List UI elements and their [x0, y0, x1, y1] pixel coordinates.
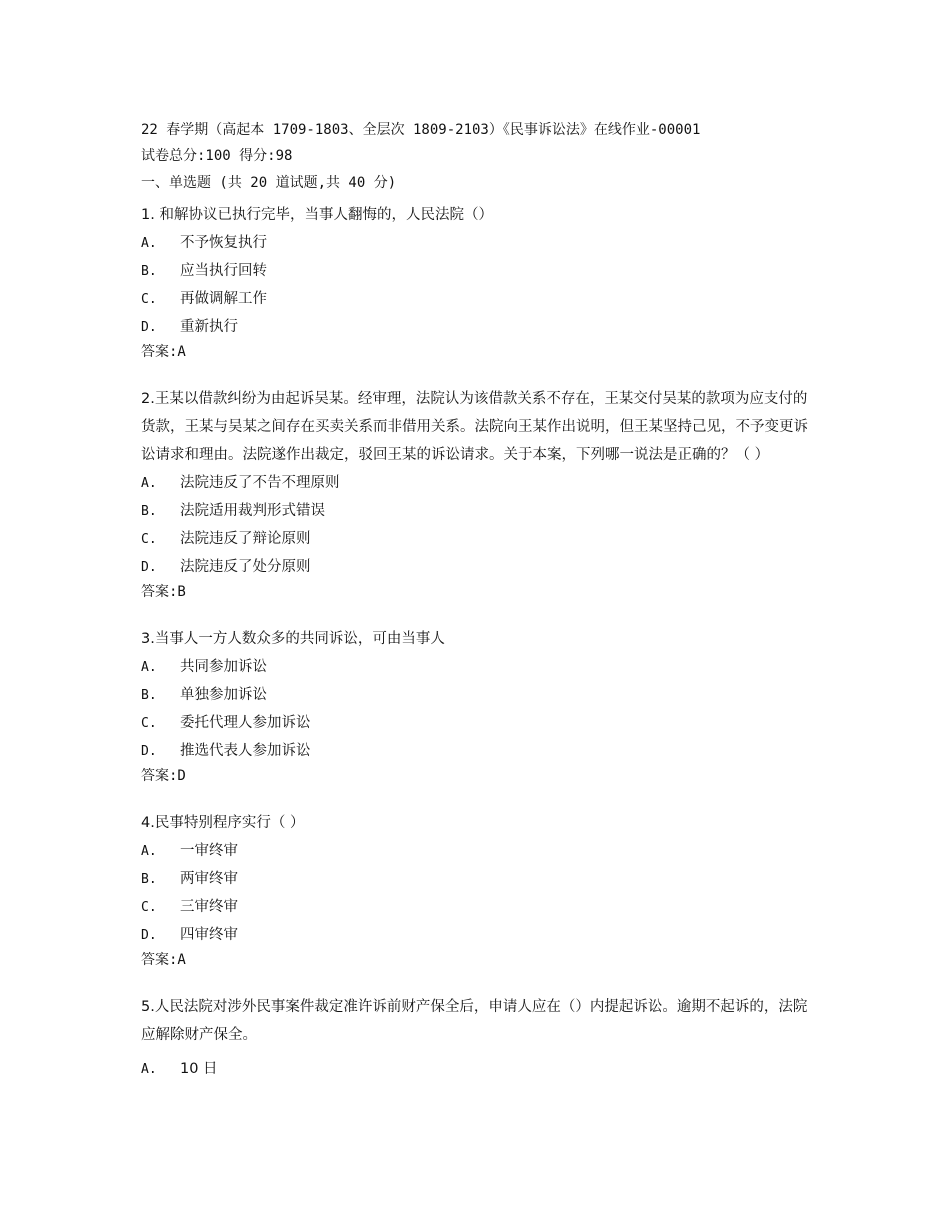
- option-letter: C.: [141, 716, 157, 731]
- question-1: [141, 201, 821, 363]
- option-letter: B.: [141, 872, 157, 887]
- option-b: [141, 865, 821, 893]
- answer-line: 答案:D: [141, 768, 186, 784]
- option-a: [141, 653, 821, 681]
- option-letter: A.: [141, 1062, 157, 1077]
- option-b: [141, 681, 821, 709]
- option-text: 共同参加诉讼: [180, 659, 267, 675]
- option-letter: B.: [141, 504, 157, 519]
- option-text: 法院违反了不告不理原则: [180, 475, 340, 491]
- option-d: [141, 553, 821, 581]
- option-letter: D.: [141, 744, 157, 759]
- option-text: 推选代表人参加诉讼: [180, 743, 311, 759]
- option-text: 不予恢复执行: [180, 235, 267, 251]
- option-a: [141, 469, 821, 497]
- option-text: 单独参加诉讼: [180, 687, 267, 703]
- option-text: 四审终审: [180, 927, 238, 943]
- option-c: [141, 525, 821, 553]
- option-letter: D.: [141, 928, 157, 943]
- option-a: [141, 837, 821, 865]
- option-letter: B.: [141, 688, 157, 703]
- section-title: 一、单选题 (共 20 道试题,共 40 分): [141, 175, 397, 191]
- option-letter: C.: [141, 292, 157, 307]
- option-c: [141, 893, 821, 921]
- option-c: [141, 285, 821, 313]
- option-a: [141, 1055, 821, 1083]
- option-text: 三审终审: [180, 899, 238, 915]
- question-stem: 1. 和解协议已执行完毕，当事人翻悔的，人民法院（）: [141, 207, 493, 223]
- option-d: [141, 921, 821, 949]
- question-stem: 2.王某以借款纠纷为由起诉吴某。经审理，法院认为该借款关系不存在，王某交付吴某的款项为应支付的货款，王某与吴某之间存在买卖关系而非借用关系。法院向王某作出说明，但王某坚持己见，不予变更诉讼请求和理由。法院遂作出裁定，驳回王某的诉讼请求。关于本案，下列哪一说法是正确的？（ ）: [141, 391, 808, 463]
- option-b: [141, 497, 821, 525]
- option-text: 重新执行: [180, 319, 238, 335]
- score-summary: 试卷总分:100 得分:98: [141, 148, 293, 164]
- option-letter: D.: [141, 560, 157, 575]
- option-letter: A.: [141, 844, 157, 859]
- option-text: 法院违反了辩论原则: [180, 531, 311, 547]
- option-letter: A.: [141, 660, 157, 675]
- option-text: 两审终审: [180, 871, 238, 887]
- option-letter: A.: [141, 236, 157, 251]
- question-stem: 5.人民法院对涉外民事案件裁定准许诉前财产保全后，申请人应在（）内提起诉讼。逾期不起诉的，法院应解除财产保全。: [141, 999, 808, 1043]
- question-5: [141, 993, 821, 1083]
- question-3: [141, 625, 821, 787]
- option-text: 法院适用裁判形式错误: [180, 503, 325, 519]
- option-c: [141, 709, 821, 737]
- option-d: [141, 313, 821, 341]
- answer-line: 答案:A: [141, 344, 186, 360]
- option-text: 10 日: [180, 1061, 218, 1077]
- option-text: 再做调解工作: [180, 291, 267, 307]
- answer-line: 答案:A: [141, 952, 186, 968]
- exam-title: 22 春学期（高起本 1709-1803、全层次 1809-2103）《民事诉讼法》在线作业-00001: [141, 122, 701, 138]
- option-letter: D.: [141, 320, 157, 335]
- option-letter: C.: [141, 532, 157, 547]
- option-text: 法院违反了处分原则: [180, 559, 311, 575]
- exam-document: [141, 118, 821, 1083]
- question-2: [141, 385, 821, 603]
- option-letter: A.: [141, 476, 157, 491]
- option-d: [141, 737, 821, 765]
- question-4: [141, 809, 821, 971]
- option-a: [141, 229, 821, 257]
- option-b: [141, 257, 821, 285]
- option-letter: B.: [141, 264, 157, 279]
- option-text: 应当执行回转: [180, 263, 267, 279]
- question-stem: 4.民事特别程序实行（ ）: [141, 815, 305, 831]
- option-text: 一审终审: [180, 843, 238, 859]
- question-stem: 3.当事人一方人数众多的共同诉讼，可由当事人: [141, 631, 445, 647]
- answer-line: 答案:B: [141, 584, 186, 600]
- option-text: 委托代理人参加诉讼: [180, 715, 311, 731]
- option-letter: C.: [141, 900, 157, 915]
